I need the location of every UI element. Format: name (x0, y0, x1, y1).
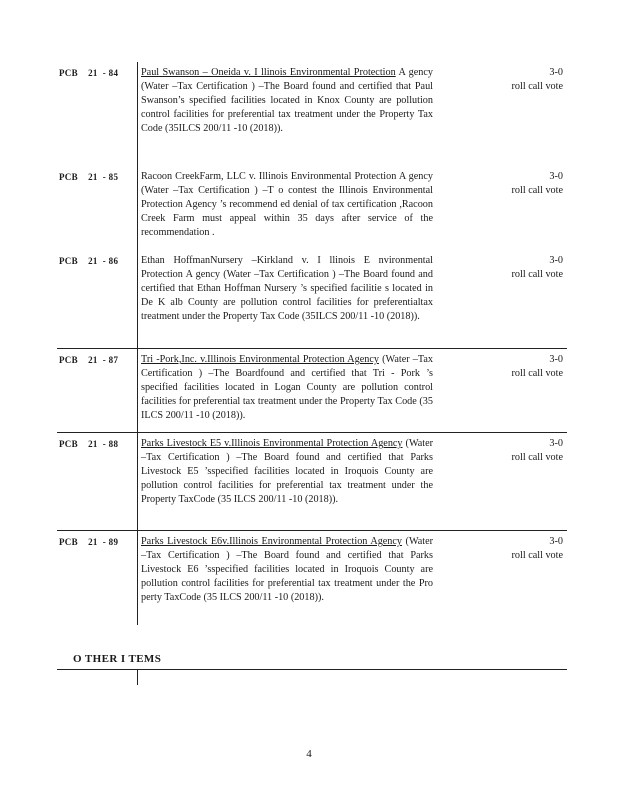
case-number: PCB 21 - 84 (59, 68, 119, 78)
case-summary: (Water –Tax Certification ) –The Boardfound and certified that Tri - Pork ’s specified facilities located in Logan County are pollution control facilities for preferential tax treatment under the Property Tax Code (35 ILCS 200/11 -10 (2018)). (141, 354, 433, 421)
case-list (57, 62, 567, 625)
case-description (141, 66, 433, 136)
column-divider (137, 531, 138, 625)
case-summary: A gency (Water –Tax Certification ) –The Board found and certified that Paul Swanson’s specified facilities located in Knox County are pollution control facilities for preferential tax treatment under the Property Tax Code (35ILCS 200/11 -10 (2018)). (141, 67, 433, 134)
case-summary: Racoon CreekFarm, LLC v. Illinois Environmental Protection A gency (Water –Tax Certification ) –T o contest the Illinois Environmental Protection Agency ’s recommend ed denial of tax certification ,Racoon Creek Farm must appeal within 35 days after service of the recommendation . (141, 171, 433, 238)
column-divider (137, 250, 138, 348)
vote-label: roll call vote (511, 549, 563, 561)
section-rule (57, 669, 567, 670)
case-summary: Ethan HoffmanNursery –Kirkland v. I llinois E nvironmental Protection A gency (Water –Tax Certification ) –The Board found and certified that Ethan Hoffman Nursery ’s specified facilitie s located in De K alb County are pollution control facilities for preferentialtax treatment under the Property Tax Code (35ILCS 200/11 -10 (2018)). (141, 255, 433, 322)
page-number: 4 (306, 748, 312, 760)
vote-count: 3-0 (549, 171, 563, 182)
vote-count: 3-0 (549, 354, 563, 365)
case-summary: (Water –Tax Certification ) –The Board found and certified that Parks Livestock E5 ’sspecified facilities located in Iroquois County are pollution control facilities for preferential tax treatment under the Property TaxCode (35 ILCS 200/11 -10 (2018)). (141, 438, 434, 505)
vote-label: roll call vote (511, 451, 563, 463)
column-divider (137, 349, 138, 432)
column-divider (137, 62, 138, 166)
column-divider (137, 166, 138, 250)
case-title: Parks Livestock E6v.Illinois Environmental Protection Agency (141, 536, 403, 547)
case-entry (57, 62, 567, 166)
case-description (141, 170, 433, 240)
case-entry (57, 530, 567, 625)
vote-result (512, 353, 564, 381)
case-number: PCB 21 - 89 (59, 537, 119, 547)
vote-count: 3-0 (549, 438, 563, 449)
vote-result (512, 170, 564, 198)
case-number: PCB 21 - 87 (59, 355, 119, 365)
vote-label: roll call vote (511, 80, 563, 92)
vote-label: roll call vote (511, 268, 563, 280)
vote-count: 3-0 (549, 67, 563, 78)
case-entry (57, 166, 567, 250)
case-entry (57, 250, 567, 348)
vote-result (512, 437, 564, 465)
case-number: PCB 21 - 86 (59, 256, 119, 266)
case-description (141, 535, 433, 605)
case-number: PCB 21 - 85 (59, 172, 119, 182)
vote-result (512, 535, 564, 563)
case-number: PCB 21 - 88 (59, 439, 119, 449)
case-entry (57, 432, 567, 530)
column-divider (137, 669, 138, 685)
column-divider (137, 433, 138, 530)
vote-label: roll call vote (511, 367, 563, 379)
case-description (141, 437, 433, 507)
other-items-heading: O THER I TEMS (73, 653, 162, 665)
vote-count: 3-0 (549, 536, 563, 547)
case-title: Tri -Pork,Inc. v.Illinois Environmental Protection Agency (141, 354, 379, 365)
case-description (141, 254, 433, 324)
case-summary: (Water –Tax Certification ) –The Board found and certified that Parks Livestock E6 ’sspecified facilities located in Iroquois County are pollution control facilities for preferential tax treatment under the Pro perty TaxCode (35 ILCS 200/11 -10 (2018)). (141, 536, 434, 603)
case-description (141, 353, 433, 423)
vote-result (512, 66, 564, 94)
case-title: Paul Swanson – Oneida v. I llinois Environmental Protection (141, 67, 396, 78)
case-title: Parks Livestock E5 v.Illinois Environmental Protection Agency (141, 438, 403, 449)
other-items-section (57, 653, 567, 687)
vote-count: 3-0 (549, 255, 563, 266)
vote-result (512, 254, 564, 282)
case-entry (57, 348, 567, 432)
vote-label: roll call vote (511, 184, 563, 196)
